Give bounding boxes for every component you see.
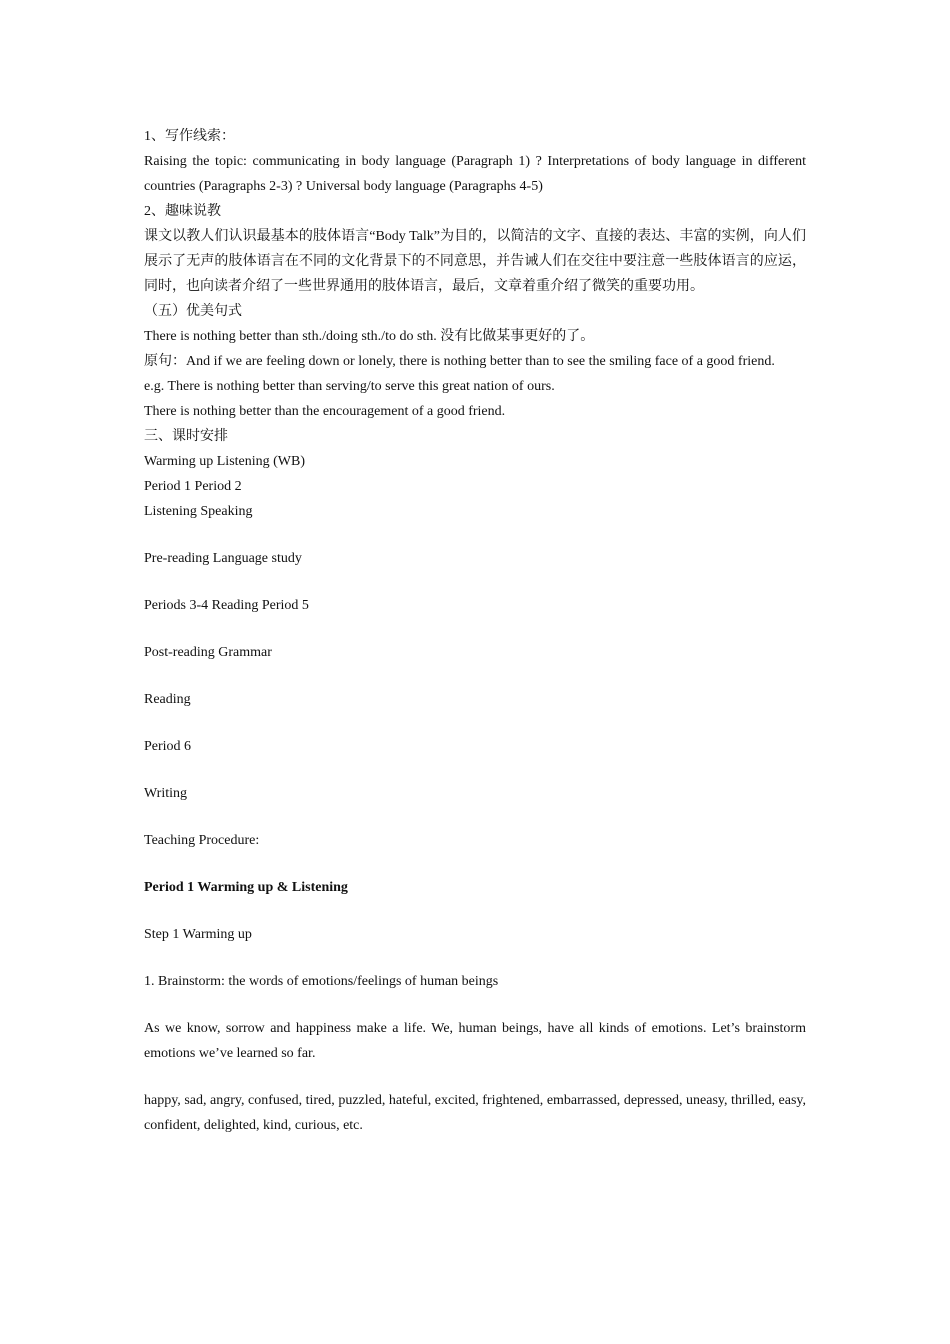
example-sentence-2: There is nothing better than the encouragement of a good friend. [144, 404, 506, 419]
interest-heading: 2、趣味说教 [144, 204, 221, 219]
schedule-line: Period 1 Period 2 [144, 479, 242, 494]
schedule-line: Post-reading Grammar [144, 645, 272, 660]
period-title: Period 1 Warming up & Listening [144, 880, 348, 895]
schedule-line: Periods 3-4 Reading Period 5 [144, 598, 309, 613]
sentence-heading: （五）优美句式 [144, 304, 242, 319]
schedule-line: Listening Speaking [144, 504, 253, 519]
schedule-line: Reading [144, 692, 191, 707]
emotions-list: happy, sad, angry, confused, tired, puzzled, hateful, excited, frightened, embarrassed, depressed, uneasy, thrilled, easy, confident, delighted, kind, curious, etc. [144, 1093, 806, 1133]
brainstorm-intro: As we know, sorrow and happiness make a life. We, human beings, have all kinds of emotions. Let’s brainstorm emotions we’ve learned so far. [144, 1021, 806, 1061]
schedule-line: Writing [144, 786, 187, 801]
example-sentence-1: e.g. There is nothing better than serving/to serve this great nation of ours. [144, 379, 555, 394]
writing-clue-heading: 1、写作线索： [144, 129, 235, 144]
writing-clue-text: Raising the topic: communicating in body language (Paragraph 1) ? Interpretations of body language in different countries (Paragraphs 2-3) ? Universal body language (Paragraphs 4-5) [144, 154, 806, 194]
schedule-heading: 三、课时安排 [144, 429, 228, 444]
schedule-line: Period 6 [144, 739, 192, 754]
teaching-procedure-label: Teaching Procedure: [144, 833, 260, 848]
document-page [144, 124, 806, 1138]
sentence-pattern: There is nothing better than sth./doing sth./to do sth. 没有比做某事更好的了。 [144, 329, 595, 344]
original-sentence: 原句：And if we are feeling down or lonely, there is nothing better than to see the smiling face of a good friend. [144, 354, 775, 369]
brainstorm-title: 1. Brainstorm: the words of emotions/feelings of human beings [144, 974, 499, 989]
interest-text: 课文以教人们认识最基本的肢体语言“Body Talk”为目的，以简洁的文字、直接的表达、丰富的实例，向人们展示了无声的肢体语言在不同的文化背景下的不同意思，并告诫人们在交往中要注意一些肢体语言的应运，同时，也向读者介绍了一些世界通用的肢体语言，最后，文章着重介绍了微笑的重要功用。 [144, 229, 806, 294]
schedule-line: Pre-reading Language study [144, 551, 302, 566]
schedule-line: Warming up Listening (WB) [144, 454, 306, 469]
step-title: Step 1 Warming up [144, 927, 252, 942]
